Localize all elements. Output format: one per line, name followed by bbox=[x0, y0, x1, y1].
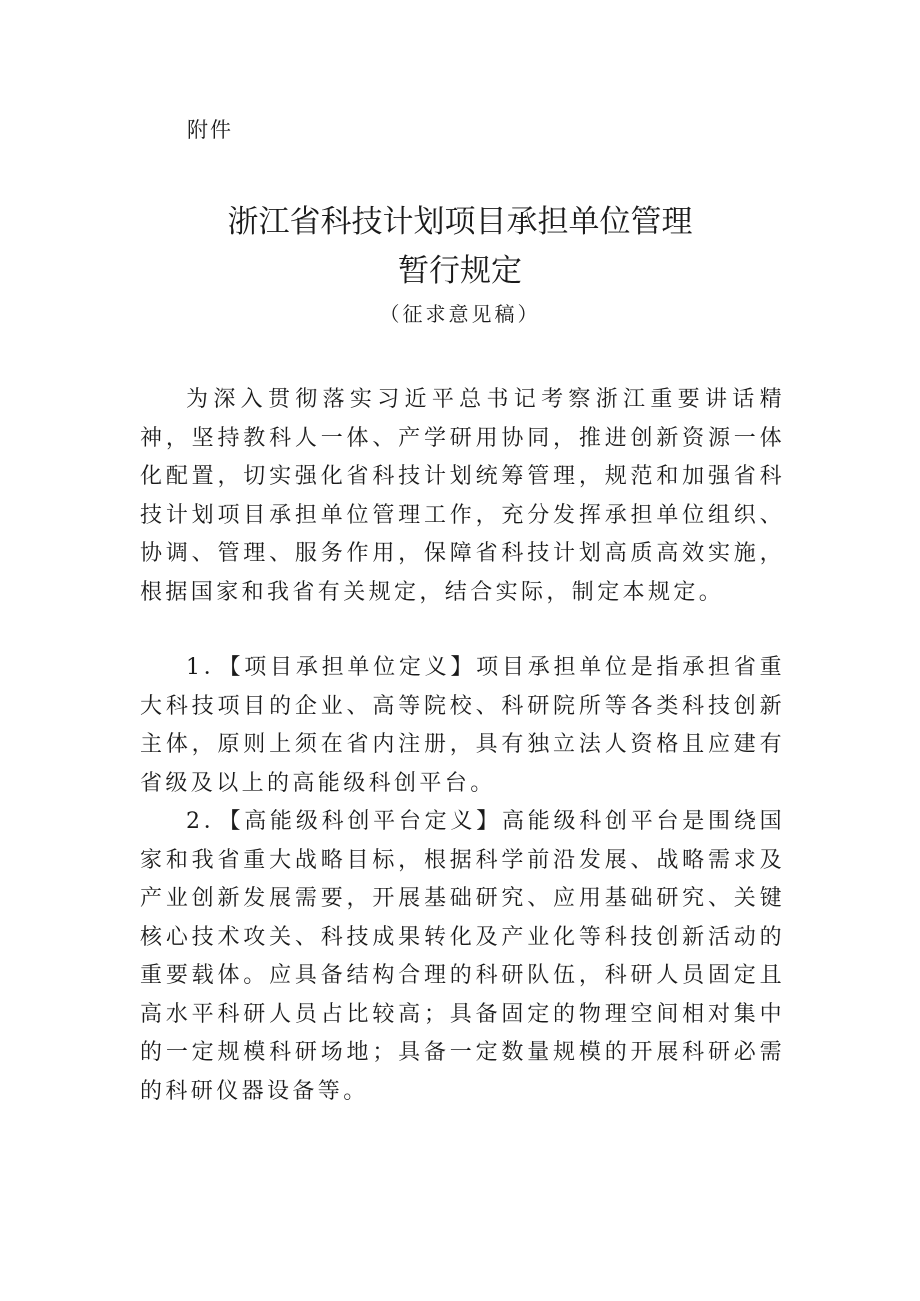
paragraph-article-1: 1．【项目承担单位定义】项目承担单位是指承担省重大科技项目的企业、高等院校、科研院所等各类科技创新主体，原则上须在省内注册，具有独立法人资格且应建有省级及以上的高能级科创平台。 bbox=[140, 655, 785, 796]
document-subtitle: （征求意见稿） bbox=[379, 302, 541, 326]
paragraph-preamble: 为深入贯彻落实习近平总书记考察浙江重要讲话精神，坚持教科人一体、产学研用协同，推进创新资源一体化配置，切实强化省科技计划统筹管理，规范和加强省科技计划项目承担单位管理工作，充分发挥承担单位组织、协调、管理、服务作用，保障省科技计划高质高效实施，根据国家和我省有关规定，结合实际，制定本规定。 bbox=[140, 387, 785, 605]
attachment-label: 附件 bbox=[187, 118, 233, 142]
document-title-line2: 暂行规定 bbox=[398, 253, 522, 289]
document-title-line1: 浙江省科技计划项目承担单位管理 bbox=[227, 204, 693, 240]
paragraph-article-2: 2．【高能级科创平台定义】高能级科创平台是围绕国家和我省重大战略目标，根据科学前沿发展、战略需求及产业创新发展需要，开展基础研究、应用基础研究、关键核心技术攻关、科技成果转化及产业化等科技创新活动的重要载体。应具备结构合理的科研队伍，科研人员固定且高水平科研人员占比较高；具备固定的物理空间相对集中的一定规模科研场地；具备一定数量规模的开展科研必需的科研仪器设备等。 bbox=[140, 809, 785, 1104]
